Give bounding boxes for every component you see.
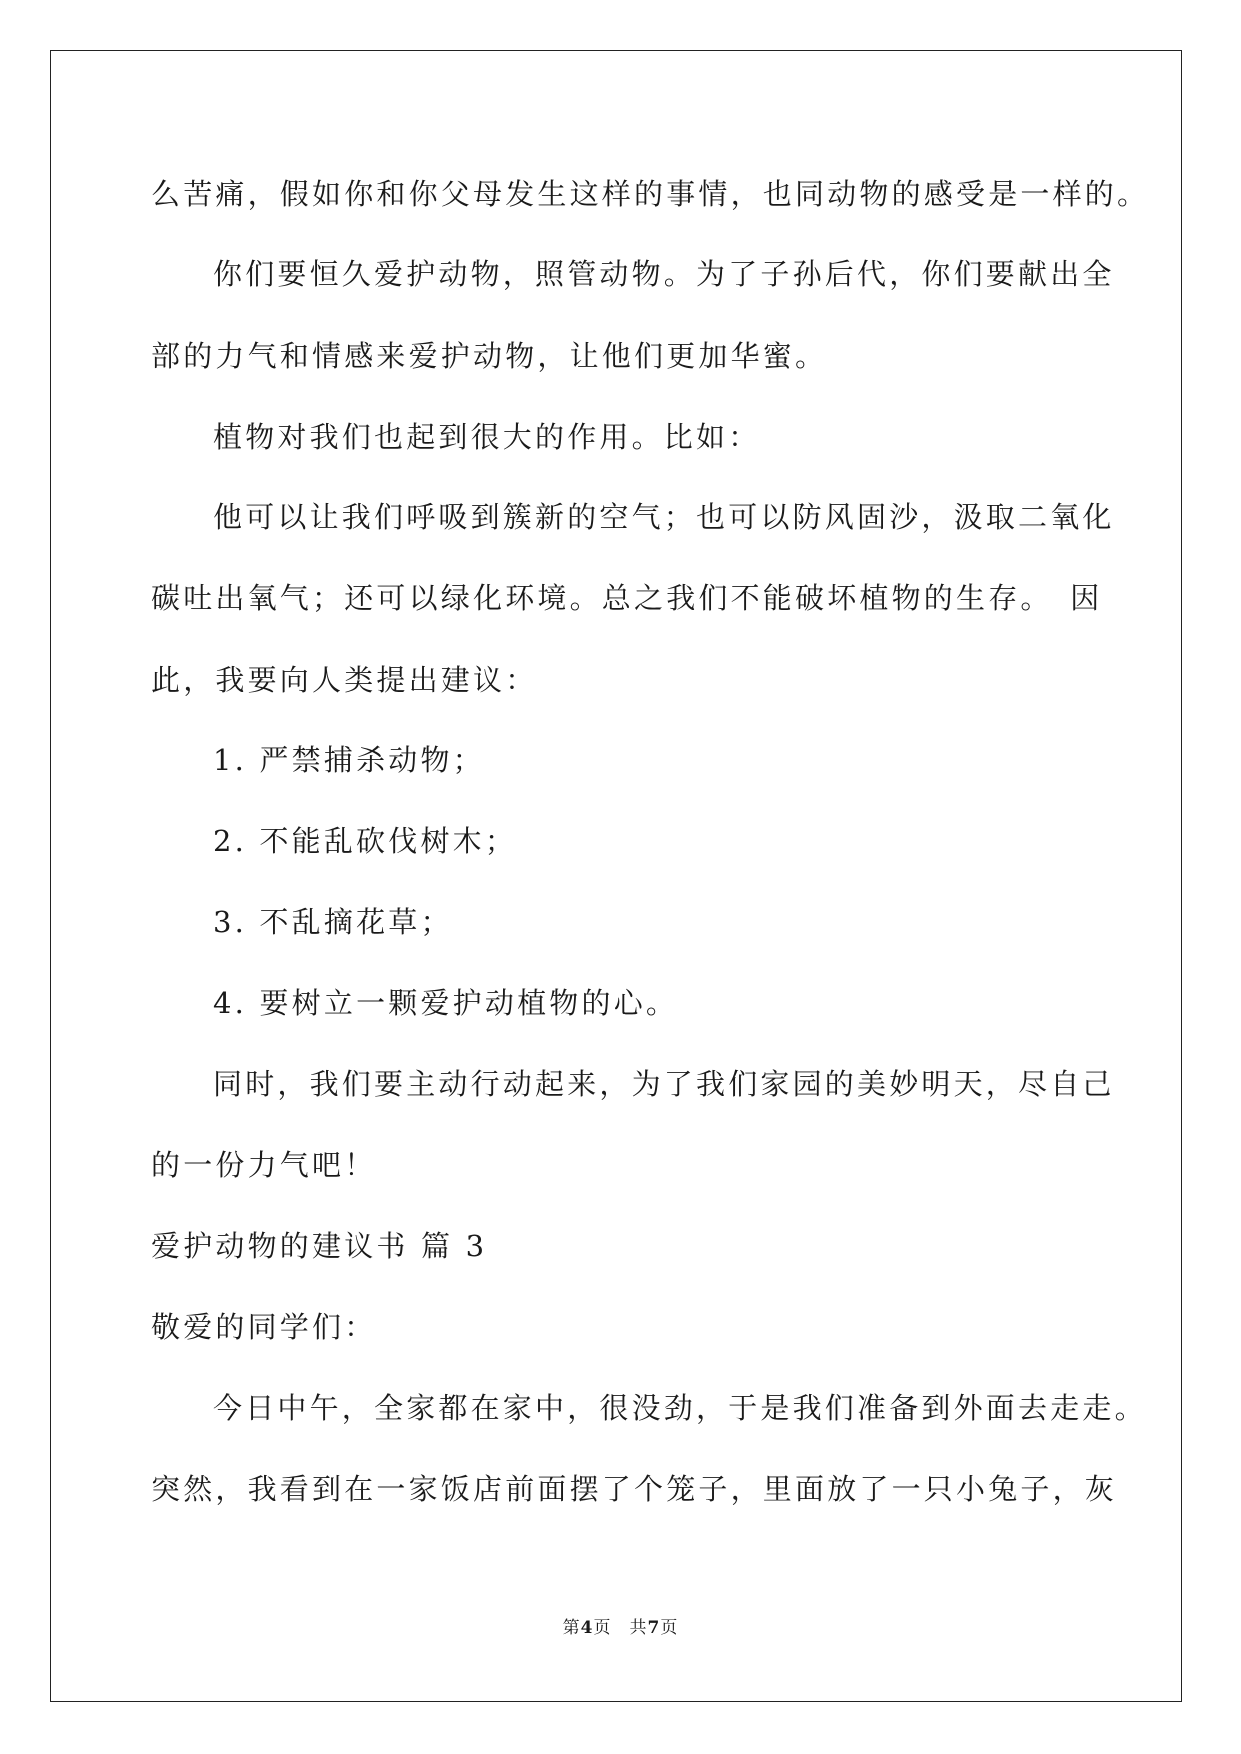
paragraph-line: 此，我要向人类提出建议： bbox=[151, 663, 538, 697]
footer-suffix: 页 bbox=[660, 1618, 679, 1638]
paragraph-line: 同时，我们要主动行动起来，为了我们家园的美妙明天，尽自己 bbox=[213, 1067, 1115, 1101]
salutation: 敬爱的同学们： bbox=[151, 1310, 377, 1344]
current-page-number: 4 bbox=[580, 1618, 594, 1638]
paragraph-line: 今日中午，全家都在家中，很没劲，于是我们准备到外面去走走。 bbox=[213, 1391, 1147, 1425]
list-item: 1. 严禁捕杀动物； bbox=[213, 743, 485, 777]
paragraph-line: 突然，我看到在一家饭店前面摆了个笼子，里面放了一只小兔子，灰 bbox=[151, 1472, 1118, 1506]
paragraph-line: 他可以让我们呼吸到簇新的空气；也可以防风固沙，汲取二氧化 bbox=[213, 500, 1115, 534]
list-item: 2. 不能乱砍伐树木； bbox=[213, 824, 518, 858]
footer-mid: 页 共 bbox=[593, 1618, 648, 1638]
list-item: 4. 要树立一颗爱护动植物的心。 bbox=[213, 986, 679, 1020]
paragraph-line: 你们要恒久爱护动物，照管动物。为了子孙后代，你们要献出全 bbox=[213, 257, 1115, 291]
footer-prefix: 第 bbox=[562, 1618, 581, 1638]
page-border bbox=[50, 50, 1182, 1702]
section-heading: 爱护动物的建议书 篇 3 bbox=[151, 1229, 488, 1263]
paragraph-line: 碳吐出氧气；还可以绿化环境。总之我们不能破坏植物的生存。 因 bbox=[151, 581, 1103, 615]
paragraph-line: 么苦痛，假如你和你父母发生这样的事情，也同动物的感受是一样的。 bbox=[151, 177, 1150, 211]
page-number-footer bbox=[0, 1617, 1241, 1639]
paragraph-line: 植物对我们也起到很大的作用。比如： bbox=[213, 420, 761, 454]
total-pages-number: 7 bbox=[647, 1618, 661, 1638]
paragraph-line: 部的力气和情感来爱护动物，让他们更加华蜜。 bbox=[151, 339, 828, 373]
list-item: 3. 不乱摘花草； bbox=[213, 905, 453, 939]
paragraph-line: 的一份力气吧！ bbox=[151, 1148, 377, 1182]
